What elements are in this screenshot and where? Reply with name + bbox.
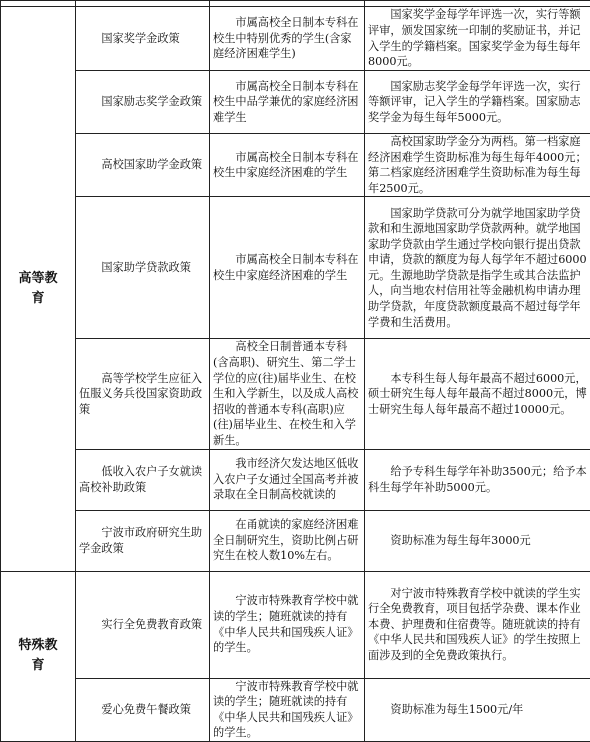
table-row: [1, 71, 590, 134]
policy-name: 高等学校学生应征入伍服义务兵役国家资助政策: [76, 339, 210, 449]
policy-target: 宁波市特殊教育学校中就读的学生；随班就读的持有《中华人民共和国残疾人证》的学生。: [210, 571, 365, 678]
policy-target: 在甬就读的家庭经济困难全日制研究生，资助比例占研究生在校人数10%左右。: [210, 510, 365, 571]
policy-target: 高校全日制普通本专科(含高职)、研究生、第二学士学位的应(往)届毕业生、在校生和入学新生，以及成人高校招收的普通本专科(高职)应(往)届毕业生、在校生和入学新生。: [210, 339, 365, 449]
policy-name: 爱心免费午餐政策: [76, 678, 210, 741]
table-row: [1, 510, 590, 571]
table-row: [1, 197, 590, 339]
policy-target: 我市经济欠发达地区低收入农户子女通过全国高考并被录取在全日制高校就读的: [210, 449, 365, 510]
policy-target: 市属高校全日制本专科在校生中特别优秀的学生(含家庭经济困难学生): [210, 7, 365, 71]
policy-name: 国家奖学金政策: [76, 7, 210, 71]
policy-name: 国家励志奖学金政策: [76, 71, 210, 134]
policy-standard: 高校国家助学金分为两档。第一档家庭经济困难学生资助标准为每生每年4000元；第二档家庭经济困难学生资助标准为每生每年2500元。: [365, 134, 590, 197]
table-row: [1, 339, 590, 449]
policy-target: 宁波市特殊教育学校中就读的学生；随班就读的持有《中华人民共和国残疾人证》的学生。: [210, 678, 365, 741]
table-row: [1, 7, 590, 71]
policy-standard: 国家助学贷款可分为就学地国家助学贷款和和生源地国家助学贷款两种。就学地国家助学贷款由学生通过学校向银行提出贷款申请，贷款的额度为每人每学年不超过6000元。生源地助学贷款是指学生或其合法监护人，向当地农村信用社等金融机构申请办理助学贷款，年度贷款额度最高不超过每学年学费和生活费用。: [365, 197, 590, 339]
policy-standard: 国家奖学金每学年评选一次，实行等额评审，颁发国家统一印制的奖励证书，并记入学生的学籍档案。国家奖学金为每生每年8000元。: [365, 7, 590, 71]
policy-name: 实行全免费教育政策: [76, 571, 210, 678]
category-special-education: 特殊教育: [1, 571, 76, 741]
policy-name: 低收入农户子女就读高校补助政策: [76, 449, 210, 510]
category-higher-education: 高等教育: [1, 7, 76, 572]
table-row: [1, 134, 590, 197]
policy-target: 市属高校全日制本专科在校生中家庭经济困难的学生: [210, 134, 365, 197]
policy-standard: 本专科生每人每年最高不超过6000元，硕士研究生每人每年最高不超过8000元，博士研究生每人每年最高不超过10000元。: [365, 339, 590, 449]
policy-name: 国家助学贷款政策: [76, 197, 210, 339]
policy-name: 宁波市政府研究生助学金政策: [76, 510, 210, 571]
table-row: [1, 571, 590, 678]
policy-name: 高校国家助学金政策: [76, 134, 210, 197]
policy-target: 市属高校全日制本专科在校生中品学兼优的家庭经济困难学生: [210, 71, 365, 134]
policy-target: 市属高校全日制本专科在校生中家庭经济困难的学生: [210, 197, 365, 339]
policy-standard: 国家励志奖学金每学年评选一次，实行等额评审，记入学生的学籍档案。国家励志奖学金为每生每年5000元。: [365, 71, 590, 134]
policy-standard: 对宁波市特殊教育学校中就读的学生实行全免费教育，项目包括学杂费、课本作业本费、护理费和住宿费等。随班就读的持有《中华人民共和国残疾人证》的学生按照上面涉及到的全免费政策执行。: [365, 571, 590, 678]
policy-standard: 给予专科生每学年补助3500元；给予本科生每学年补助5000元。: [365, 449, 590, 510]
table-row: [1, 449, 590, 510]
policy-standard: 资助标准为每生1500元/年: [365, 678, 590, 741]
policy-standard: 资助标准为每生每年3000元: [365, 510, 590, 571]
